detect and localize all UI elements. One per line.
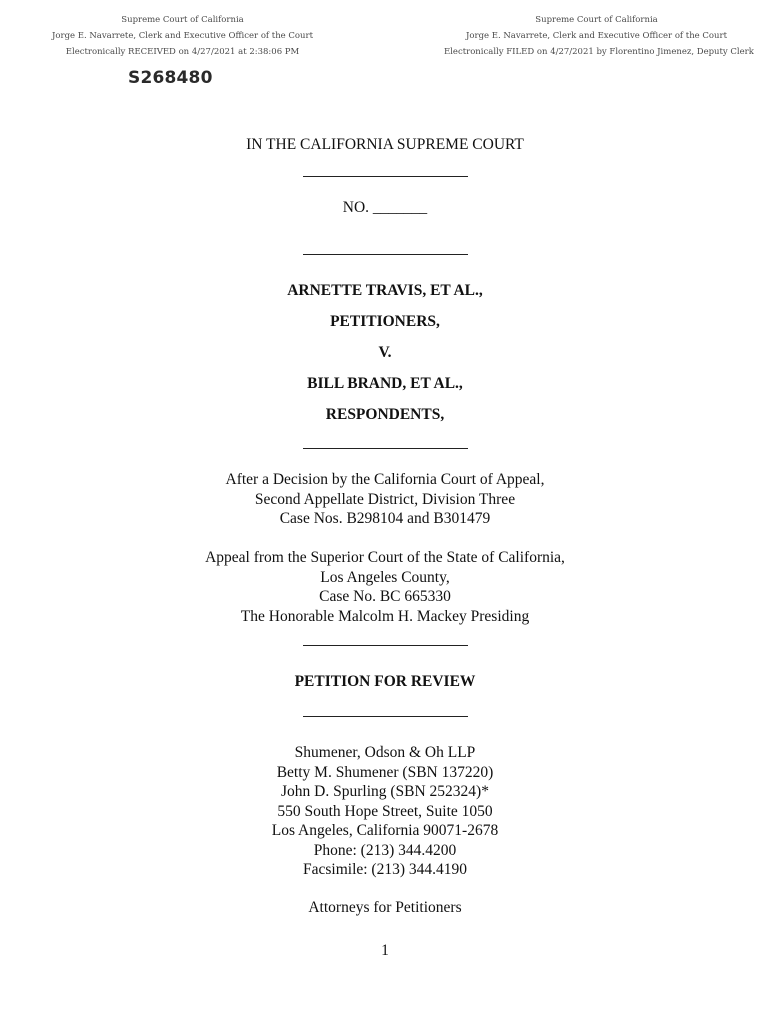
received-stamp	[30, 12, 335, 60]
counsel-block	[0, 743, 770, 880]
counsel-attorney-1: Betty M. Shumener (SBN 137220)	[276, 763, 494, 781]
appeal-decision	[0, 470, 770, 529]
received-stamp-clerk: Jorge E. Navarrete, Clerk and Executive Officer of the Court	[52, 31, 313, 41]
document-title: PETITION FOR REVIEW	[294, 673, 476, 690]
counsel-attorney-2: John D. Spurling (SBN 252324)*	[281, 783, 489, 800]
rule-3	[0, 448, 770, 449]
superior-court-line-4: The Honorable Malcolm H. Mackey Presiding	[240, 607, 530, 625]
counsel-role-block	[0, 898, 770, 918]
court-title: IN THE CALIFORNIA SUPREME COURT	[246, 136, 524, 153]
filed-stamp-status: Electronically FILED on 4/27/2021 by Florentino Jimenez, Deputy Clerk	[444, 47, 754, 57]
respondent-role: RESPONDENTS,	[325, 406, 445, 423]
counsel-fax: Facsimile: (213) 344.4190	[302, 861, 468, 878]
filed-stamp-clerk: Jorge E. Navarrete, Clerk and Executive Officer of the Court	[466, 31, 727, 41]
docket-line	[0, 198, 770, 218]
rule-4	[0, 645, 770, 646]
court-heading	[0, 135, 770, 155]
counsel-firm: Shumener, Odson & Oh LLP	[294, 744, 476, 761]
counsel-phone: Phone: (213) 344.4200	[313, 841, 457, 859]
rule-2	[0, 254, 770, 255]
petitioner-role: PETITIONERS,	[330, 313, 440, 330]
rule-1	[0, 176, 770, 177]
respondent-name: BILL BRAND, ET AL.,	[307, 375, 463, 392]
petitioner-name: ARNETTE TRAVIS, ET AL.,	[287, 282, 483, 299]
appeal-decision-line-3: Case Nos. B298104 and B301479	[279, 510, 491, 527]
case-number-stamp: S268480	[128, 68, 213, 88]
counsel-address-1: 550 South Hope Street, Suite 1050	[277, 802, 493, 820]
superior-court-line-1: Appeal from the Superior Court of the State of California,	[205, 549, 565, 566]
rule-5	[0, 716, 770, 717]
filed-stamp	[444, 12, 754, 60]
appeal-decision-line-2: Second Appellate District, Division Three	[254, 490, 516, 508]
superior-court-line-3: Case No. BC 665330	[319, 588, 451, 605]
superior-court-line-2: Los Angeles County,	[320, 568, 450, 586]
superior-court-info	[0, 548, 770, 626]
docket-number-blank: NO. _______	[342, 199, 428, 216]
received-stamp-court: Supreme Court of California	[121, 15, 244, 25]
page-footer	[0, 941, 770, 961]
received-stamp-status: Electronically RECEIVED on 4/27/2021 at 2:38:06 PM	[65, 47, 300, 57]
counsel-role: Attorneys for Petitioners	[308, 899, 462, 916]
appeal-decision-line-1: After a Decision by the California Court of Appeal,	[225, 471, 545, 488]
counsel-address-2: Los Angeles, California 90071-2678	[271, 822, 499, 839]
filed-stamp-court: Supreme Court of California	[535, 15, 658, 25]
parties-block	[0, 281, 770, 425]
document-title-block	[0, 672, 770, 692]
page-number: 1	[381, 942, 389, 959]
versus: V.	[378, 344, 392, 361]
